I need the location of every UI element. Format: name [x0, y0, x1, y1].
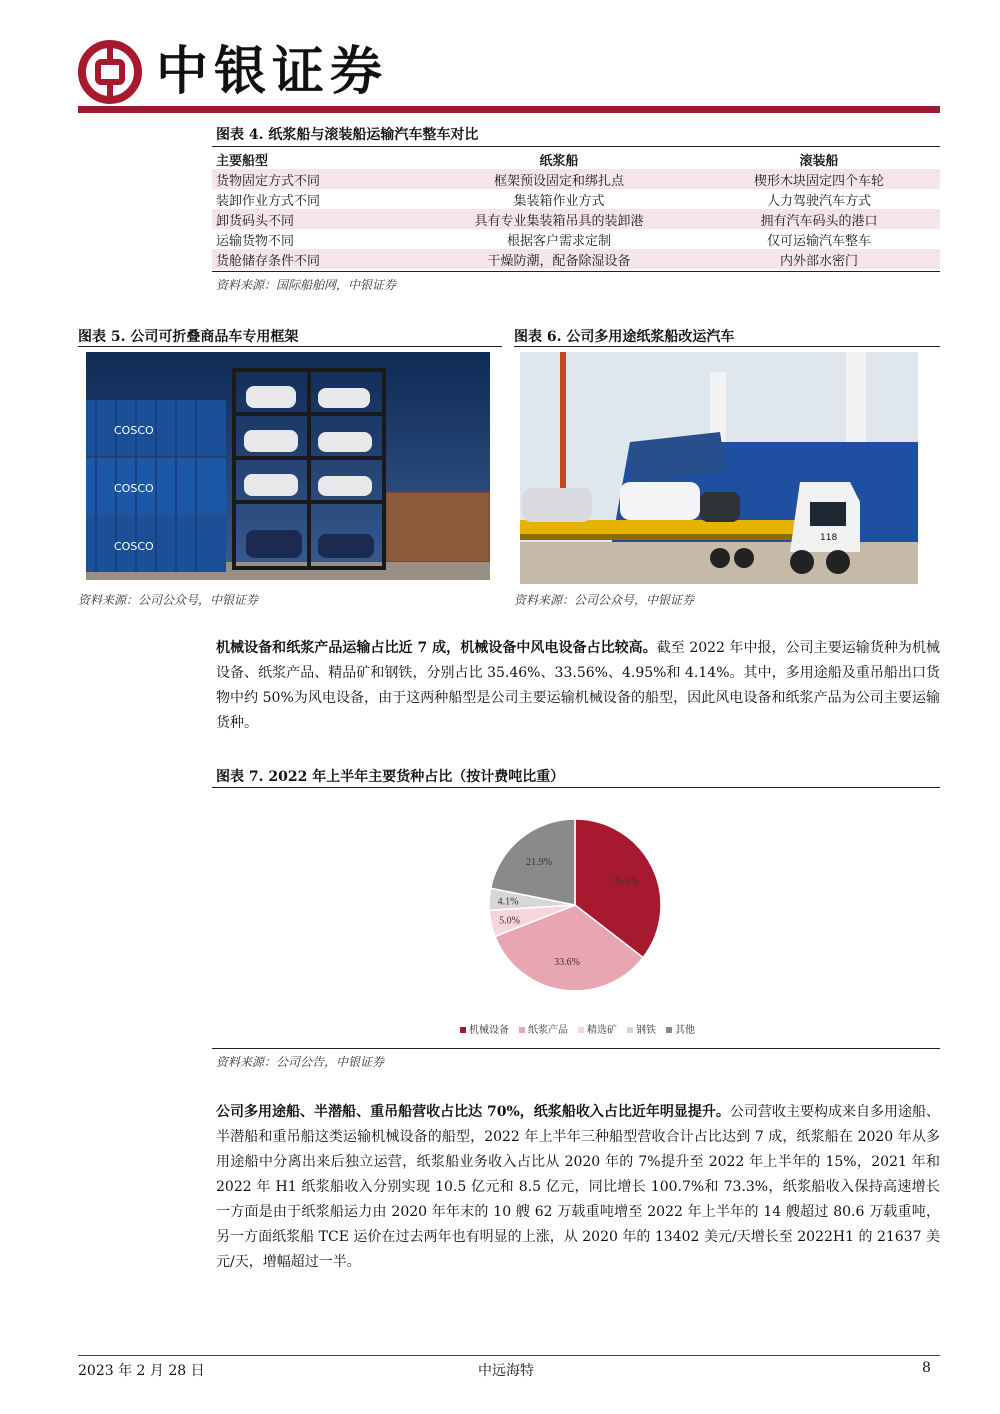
table-cell: 集装箱作业方式: [513, 193, 605, 209]
table-row: [212, 229, 940, 249]
table-cell: 拥有汽车码头的港口: [698, 209, 940, 229]
legend-label: 其他: [675, 1025, 695, 1036]
fig4-title: 图表 4. 纸浆船与滚装船运输汽车整车对比: [216, 127, 479, 143]
fig5-title: 图表 5. 公司可折叠商品车专用框架: [78, 329, 299, 345]
pie-data-label: 4.1%: [497, 896, 519, 908]
footer-date: 2023 年 2 月 28 日: [78, 1363, 205, 1379]
table-row: [212, 249, 940, 269]
pie-data-label: 33.6%: [554, 957, 580, 969]
fig4-source: 资料来源：国际船舶网，中银证券: [216, 278, 397, 292]
container-logo-text: COSCO: [114, 482, 154, 495]
table-cell: 楔形木块固定四个车轮: [698, 169, 940, 189]
car-frame-photo: [86, 352, 490, 580]
legend-swatch: [519, 1027, 525, 1033]
table-header-cell: 滚装船: [799, 153, 839, 169]
fig4-bottom-rule: [212, 271, 940, 272]
table-cell: 根据客户需求定制: [506, 233, 611, 249]
container-logo-text: COSCO: [114, 540, 154, 553]
legend-item: [666, 1021, 695, 1036]
table-cell: 仅可运输汽车整车: [766, 233, 871, 249]
body-paragraph-1: [216, 636, 940, 736]
comparison-table: [212, 149, 940, 269]
paragraph-text: 公司营收主要构成来自多用途船、半潜船和重吊船这类运输机械设备的船型，2022 年上半年三种船型营收合计占比达到 7 成，纸浆船在 2020 年从多用途船中分离出来后独立运营，纸浆船业务收入占比从 2020 年的 7%提升至 2022 年上半年的 15%，2021 年和 2022 年 H1 纸浆船收入分别实现 10.5 亿元和 8.5 亿元，同比增长 100.7%和 73.3%，纸浆船收入保持高速增长一方面是由于纸浆船运力由 2020 年年末的 10 艘 62 万载重吨增至 2022 年上半年的 14 艘超过 80.6 万载重吨，另一方面纸浆船 TCE 运价在过去两年也有明显的上涨，从 2020 年的 13402 美元/天增长至 2022H1 的 21637 美元/天，增幅超过一半。: [216, 1104, 940, 1270]
table-cell: 货物固定方式不同: [212, 169, 420, 189]
footer-divider: [78, 1355, 940, 1356]
legend-swatch: [627, 1027, 633, 1033]
fig4-top-rule: [212, 146, 940, 147]
number-plate: 118: [820, 533, 838, 543]
table-cell: 人力驾驶汽车方式: [766, 193, 871, 209]
table-row: [212, 169, 940, 189]
fig6-title: 图表 6. 公司多用途纸浆船改运汽车: [514, 329, 735, 345]
footer-company: 中远海特: [478, 1363, 534, 1379]
table-cell: 干燥防潮，配备除湿设备: [420, 249, 698, 269]
table-cell: 框架预设固定和绑扎点: [420, 169, 698, 189]
legend-item: [578, 1021, 617, 1036]
fig7-bottom-rule: [212, 1048, 940, 1049]
container-logo-text: COSCO: [114, 424, 154, 437]
fig7-source: 资料来源：公司公告，中银证券: [216, 1055, 385, 1069]
brand-name: 中银证券: [156, 41, 389, 102]
pie-data-label: 35.5%: [613, 875, 639, 887]
bank-of-china-logo: [78, 40, 142, 104]
legend-label: 纸浆产品: [528, 1025, 568, 1036]
legend-swatch: [460, 1027, 466, 1033]
table-cell: 装卸作业方式不同: [216, 193, 321, 209]
cargo-share-pie-chart: [470, 800, 680, 1010]
table-header-cell: 纸浆船: [539, 153, 579, 169]
pulp-ship-photo: [520, 352, 918, 584]
chart-legend: [460, 1021, 695, 1036]
fig7-top-rule: [212, 787, 940, 788]
legend-swatch: [578, 1027, 584, 1033]
table-row: [212, 209, 940, 229]
body-paragraph-2: [216, 1100, 940, 1275]
legend-item: [627, 1021, 656, 1036]
legend-item: [460, 1021, 509, 1036]
fig6-rule: [514, 346, 940, 347]
table-header-row: [212, 149, 940, 169]
paragraph-lead: 机械设备和纸浆产品运输占比近 7 成，机械设备中风电设备占比较高。: [216, 640, 657, 656]
legend-item: [519, 1021, 568, 1036]
legend-label: 精选矿: [587, 1025, 617, 1036]
table-row: [212, 189, 940, 209]
table-header-cell: 主要船型: [216, 153, 269, 169]
table-cell: 内外部水密门: [698, 249, 940, 269]
pie-data-label: 21.9%: [526, 857, 552, 869]
fig6-source: 资料来源：公司公众号，中银证券: [514, 593, 695, 607]
pie-data-label: 5.0%: [499, 915, 520, 927]
table-cell: 货舱储存条件不同: [212, 249, 420, 269]
legend-label: 钢铁: [636, 1025, 656, 1036]
fig5-rule: [78, 346, 502, 347]
header-divider: [78, 106, 940, 113]
paragraph-text: 截至 2022 年中报，公司主要运输货种为机械设备、纸浆产品、精品矿和钢铁，分别占比 35.46%、33.56%、4.95%和 4.14%。其中，多用途船及重吊船出口货物中约 50%为风电设备，由于这两种船型是公司主要运输机械设备的船型，因此风电设备和纸浆产品为公司主要运输货种。: [216, 640, 940, 731]
fig5-source: 资料来源：公司公众号，中银证券: [78, 593, 259, 607]
fig7-title: 图表 7. 2022 年上半年主要货种占比（按计费吨比重）: [216, 769, 565, 785]
paragraph-lead: 公司多用途船、半潜船、重吊船营收占比达 70%，纸浆船收入占比近年明显提升。: [216, 1104, 730, 1120]
table-cell: 运输货物不同: [216, 233, 295, 249]
legend-label: 机械设备: [469, 1025, 509, 1036]
table-cell: 具有专业集装箱吊具的装卸港: [420, 209, 698, 229]
table-cell: 卸货码头不同: [212, 209, 420, 229]
legend-swatch: [666, 1027, 672, 1033]
footer-page-number: 8: [922, 1360, 931, 1376]
